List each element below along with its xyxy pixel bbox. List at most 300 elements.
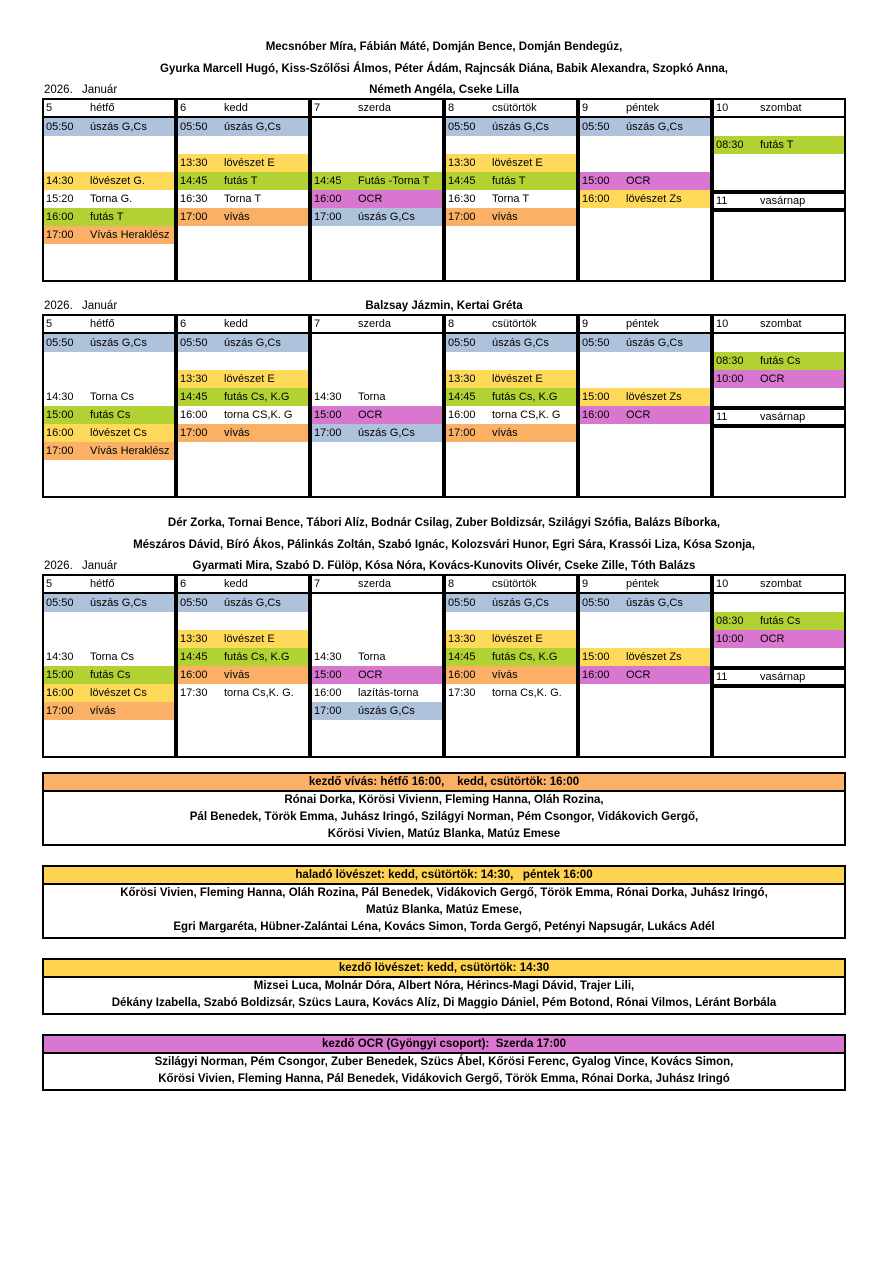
schedule-cell bbox=[178, 442, 308, 460]
schedule-cell bbox=[580, 478, 710, 496]
day-column bbox=[444, 574, 578, 758]
cell-time: 15:00 bbox=[582, 391, 610, 403]
group-title: Mecsnóber Míra, Fábián Máté, Domján Bence, Domján Bendegúz, bbox=[265, 41, 623, 53]
day-header bbox=[714, 100, 844, 118]
group-names-line: Gyarmati Mira, Szabó D. Fülöp, Kósa Nóra, Kovács-Kunovits Olivér, Cseke Zille, Tóth Balázs bbox=[192, 560, 696, 572]
cell-activity: OCR bbox=[760, 373, 785, 385]
schedule-cell bbox=[44, 594, 174, 612]
day-header bbox=[312, 576, 442, 594]
schedule-cell bbox=[446, 118, 576, 136]
notice-header: kezdő vívás: hétfő 16:00, kedd, csütörtök: 16:00 bbox=[44, 774, 844, 792]
schedule-cell bbox=[580, 370, 710, 388]
cell-time: 14:45 bbox=[180, 651, 208, 663]
day-number: 8 bbox=[448, 102, 455, 114]
schedule-cell bbox=[44, 370, 174, 388]
month-row bbox=[42, 558, 846, 574]
schedule-cell bbox=[44, 630, 174, 648]
schedule-cell bbox=[312, 684, 442, 702]
cell-time: 16:00 bbox=[46, 687, 74, 699]
cell-time: 16:00 bbox=[582, 193, 610, 205]
day-header bbox=[446, 100, 576, 118]
day-column bbox=[310, 314, 444, 498]
cell-activity: vívás bbox=[492, 427, 518, 439]
cell-activity: Torna G. bbox=[90, 193, 133, 205]
schedule-cell bbox=[446, 352, 576, 370]
schedule-cell bbox=[580, 630, 710, 648]
cell-time: 05:50 bbox=[180, 597, 208, 609]
schedule-cell bbox=[580, 244, 710, 262]
day-name: vasárnap bbox=[760, 671, 806, 683]
cell-activity: OCR bbox=[626, 175, 651, 187]
schedule-cell bbox=[44, 262, 174, 280]
schedule-cell bbox=[312, 262, 442, 280]
schedule-cell bbox=[446, 370, 576, 388]
schedule-cell bbox=[312, 612, 442, 630]
cell-activity: úszás G,Cs bbox=[90, 337, 147, 349]
cell-activity: OCR bbox=[626, 409, 651, 421]
schedule-cell bbox=[178, 208, 308, 226]
day-name: péntek bbox=[626, 578, 660, 590]
schedule-cell bbox=[44, 244, 174, 262]
cell-activity: futás Cs bbox=[760, 355, 801, 367]
cell-time: 10:00 bbox=[716, 373, 744, 385]
cell-activity: OCR bbox=[760, 633, 785, 645]
day-number: 11 bbox=[716, 671, 728, 683]
schedule-cell bbox=[714, 154, 844, 172]
notice-header: kezdő lövészet: kedd, csütörtök: 14:30 bbox=[44, 960, 844, 978]
schedule-cell bbox=[178, 738, 308, 756]
cell-activity: vívás bbox=[492, 211, 518, 223]
cell-activity: úszás G,Cs bbox=[358, 427, 415, 439]
cell-activity: lövészet G. bbox=[90, 175, 146, 187]
cell-activity: torna Cs,K. G. bbox=[492, 687, 562, 699]
cell-activity: Vívás Heraklész bbox=[90, 445, 170, 457]
cell-time: 15:00 bbox=[582, 651, 610, 663]
schedule-cell bbox=[178, 720, 308, 738]
cell-activity: futás T bbox=[492, 175, 526, 187]
day-number: 9 bbox=[582, 578, 589, 590]
schedule-cell bbox=[178, 352, 308, 370]
cell-time: 05:50 bbox=[46, 597, 74, 609]
schedule-cell bbox=[714, 352, 844, 370]
notice-line: Kőrösi Vivien, Fleming Hanna, Oláh Rozina, Pál Benedek, Vidákovich Gergő, Török Emma, Rónai Dorka, Juhász Iringó, bbox=[120, 887, 768, 899]
cell-time: 13:30 bbox=[448, 373, 476, 385]
day-name: szerda bbox=[358, 578, 392, 590]
day-name: csütörtök bbox=[492, 578, 537, 590]
saturday-box bbox=[712, 574, 846, 668]
cell-time: 15:00 bbox=[314, 669, 342, 681]
cell-activity: lövészet Zs bbox=[626, 391, 682, 403]
cell-time: 08:30 bbox=[716, 615, 744, 627]
notice-line: Pál Benedek, Török Emma, Juhász Iringó, Szilágyi Norman, Pém Csongor, Vidákovich Gergő, bbox=[189, 811, 699, 823]
schedule-cell bbox=[44, 738, 174, 756]
group-names-line: Németh Angéla, Cseke Lilla bbox=[369, 84, 519, 96]
cell-time: 17:00 bbox=[314, 427, 342, 439]
schedule-cell bbox=[580, 612, 710, 630]
cell-activity: Futás -Torna T bbox=[358, 175, 430, 187]
day-name: hétfő bbox=[90, 578, 115, 590]
sunday-box bbox=[712, 426, 846, 498]
schedule-cell bbox=[178, 370, 308, 388]
week-table bbox=[42, 574, 846, 758]
schedule-cell bbox=[580, 154, 710, 172]
day-column bbox=[176, 574, 310, 758]
day-header bbox=[44, 316, 174, 334]
cell-time: 17:00 bbox=[46, 229, 74, 241]
cell-activity: Torna Cs bbox=[90, 391, 135, 403]
cell-time: 15:00 bbox=[314, 409, 342, 421]
notice-line: Kőrösi Vivien, Matúz Blanka, Matúz Emese bbox=[327, 828, 561, 840]
cell-activity: torna CS,K. G bbox=[224, 409, 293, 421]
day-column bbox=[578, 98, 712, 282]
cell-time: 16:00 bbox=[180, 669, 208, 681]
cell-activity: vívás bbox=[224, 427, 250, 439]
cell-time: 15:20 bbox=[46, 193, 74, 205]
day-header bbox=[312, 100, 442, 118]
schedule-cell bbox=[178, 648, 308, 666]
day-column bbox=[444, 314, 578, 498]
day-header bbox=[44, 576, 174, 594]
schedule-cell bbox=[714, 172, 844, 190]
notice-line: Rónai Dorka, Körösi Vivienn, Fleming Hanna, Oláh Rozina, bbox=[284, 794, 604, 806]
notice-body bbox=[44, 885, 844, 937]
cell-time: 05:50 bbox=[582, 337, 610, 349]
day-header bbox=[714, 316, 844, 334]
schedule-cell bbox=[446, 648, 576, 666]
cell-activity: úszás G,Cs bbox=[224, 121, 281, 133]
schedule-cell bbox=[312, 460, 442, 478]
day-header bbox=[580, 316, 710, 334]
group-title: Gyurka Marcell Hugó, Kiss-Szőlősi Álmos, Péter Ádám, Rajncsák Diána, Babik Alexandra, Szopkó Anna, bbox=[160, 63, 728, 75]
schedule-cell bbox=[178, 136, 308, 154]
day-header bbox=[44, 100, 174, 118]
cell-time: 13:30 bbox=[180, 373, 208, 385]
cell-time: 14:45 bbox=[314, 175, 342, 187]
cell-activity: torna CS,K. G bbox=[492, 409, 561, 421]
notice-header: kezdő OCR (Gyöngyi csoport): Szerda 17:00 bbox=[44, 1036, 844, 1054]
day-header bbox=[446, 316, 576, 334]
schedule-cell bbox=[714, 136, 844, 154]
notice-line: Szilágyi Norman, Pém Csongor, Zuber Benedek, Szücs Ábel, Kőrösi Ferenc, Gyalog Vince, Kovács Simon, bbox=[154, 1056, 734, 1068]
schedule-cell bbox=[44, 208, 174, 226]
cell-time: 16:00 bbox=[448, 409, 476, 421]
notice-line: Matúz Blanka, Matúz Emese, bbox=[366, 904, 522, 916]
cell-time: 14:45 bbox=[448, 391, 476, 403]
day-name: péntek bbox=[626, 102, 660, 114]
cell-activity: úszás G,Cs bbox=[224, 597, 281, 609]
cell-time: 16:00 bbox=[180, 409, 208, 421]
schedule-cell bbox=[714, 612, 844, 630]
schedule-cell bbox=[580, 460, 710, 478]
group-title: Dér Zorka, Tornai Bence, Tábori Alíz, Bodnár Csilag, Zuber Boldizsár, Szilágyi Szófia, Balázs Bíborka, bbox=[167, 517, 721, 529]
day-name: hétfő bbox=[90, 318, 115, 330]
cell-activity: OCR bbox=[358, 669, 383, 681]
schedule-cell bbox=[446, 738, 576, 756]
month-row bbox=[42, 298, 846, 314]
cell-time: 14:30 bbox=[46, 391, 74, 403]
cell-time: 15:00 bbox=[582, 175, 610, 187]
sunday-header-box bbox=[712, 192, 846, 210]
cell-activity: futás Cs bbox=[90, 409, 131, 421]
cell-time: 14:45 bbox=[448, 175, 476, 187]
cell-activity: úszás G,Cs bbox=[626, 121, 683, 133]
cell-time: 17:00 bbox=[46, 445, 74, 457]
schedule-cell bbox=[44, 136, 174, 154]
schedule-cell bbox=[446, 190, 576, 208]
cell-activity: vívás bbox=[224, 669, 250, 681]
schedule-cell bbox=[580, 262, 710, 280]
schedule-cell bbox=[44, 612, 174, 630]
schedule-cell bbox=[312, 172, 442, 190]
saturday-sunday-column bbox=[712, 98, 846, 282]
day-column bbox=[42, 98, 176, 282]
cell-activity: OCR bbox=[358, 193, 383, 205]
schedule-cell bbox=[312, 442, 442, 460]
day-header bbox=[714, 576, 844, 594]
schedule-cell bbox=[446, 684, 576, 702]
schedule-cell bbox=[178, 630, 308, 648]
schedule-cell bbox=[312, 630, 442, 648]
day-number: 9 bbox=[582, 318, 589, 330]
day-column bbox=[176, 314, 310, 498]
cell-activity: lövészet Zs bbox=[626, 193, 682, 205]
cell-time: 05:50 bbox=[448, 597, 476, 609]
saturday-box bbox=[712, 98, 846, 192]
schedule-cell bbox=[312, 406, 442, 424]
notice-line: Dékány Izabella, Szabó Boldizsár, Szücs Laura, Kovács Alíz, Di Maggio Dániel, Pém Botond, Rónai Vilmos, Léránt Borbála bbox=[111, 997, 777, 1009]
cell-time: 17:30 bbox=[180, 687, 208, 699]
schedule-cell bbox=[312, 388, 442, 406]
day-name: hétfő bbox=[90, 102, 115, 114]
cell-time: 05:50 bbox=[448, 121, 476, 133]
schedule-cell bbox=[312, 136, 442, 154]
schedule-cell bbox=[446, 702, 576, 720]
schedule-cell bbox=[178, 118, 308, 136]
year-label: 2026. bbox=[44, 560, 73, 572]
cell-time: 05:50 bbox=[180, 121, 208, 133]
cell-time: 16:00 bbox=[582, 669, 610, 681]
day-number: 8 bbox=[448, 578, 455, 590]
cell-activity: úszás G,Cs bbox=[492, 337, 549, 349]
schedule-cell bbox=[580, 334, 710, 352]
schedule-cell bbox=[44, 684, 174, 702]
cell-time: 10:00 bbox=[716, 633, 744, 645]
schedule-cell bbox=[446, 720, 576, 738]
saturday-sunday-column bbox=[712, 574, 846, 758]
schedule-cell bbox=[312, 226, 442, 244]
day-header bbox=[714, 410, 844, 424]
schedule-cell bbox=[312, 720, 442, 738]
notice-header: haladó lövészet: kedd, csütörtök: 14:30, péntek 16:00 bbox=[44, 867, 844, 885]
cell-time: 17:30 bbox=[448, 687, 476, 699]
cell-time: 16:30 bbox=[448, 193, 476, 205]
schedule-cell bbox=[580, 118, 710, 136]
cell-time: 08:30 bbox=[716, 355, 744, 367]
schedule-cell bbox=[312, 208, 442, 226]
day-header bbox=[178, 316, 308, 334]
day-column bbox=[176, 98, 310, 282]
cell-activity: Torna bbox=[358, 651, 386, 663]
day-name: szombat bbox=[760, 578, 802, 590]
schedule-cell bbox=[178, 684, 308, 702]
cell-activity: Torna bbox=[358, 391, 386, 403]
schedule-cell bbox=[446, 442, 576, 460]
schedule-cell bbox=[178, 154, 308, 172]
schedule-cell bbox=[446, 630, 576, 648]
sunday-box bbox=[712, 686, 846, 758]
month-row bbox=[42, 82, 846, 98]
day-name: csütörtök bbox=[492, 102, 537, 114]
schedule-cell bbox=[446, 666, 576, 684]
schedule-cell bbox=[714, 648, 844, 666]
day-header bbox=[580, 576, 710, 594]
cell-activity: úszás G,Cs bbox=[358, 705, 415, 717]
schedule-cell bbox=[580, 190, 710, 208]
spacer bbox=[42, 498, 846, 512]
schedule-cell bbox=[312, 594, 442, 612]
cell-activity: futás T bbox=[224, 175, 258, 187]
day-number: 7 bbox=[314, 102, 321, 114]
cell-activity: lövészet Cs bbox=[90, 427, 147, 439]
cell-time: 17:00 bbox=[180, 427, 208, 439]
schedule-cell bbox=[446, 612, 576, 630]
week-table bbox=[42, 98, 846, 282]
sunday-box bbox=[712, 210, 846, 282]
cell-time: 16:00 bbox=[314, 687, 342, 699]
cell-time: 17:00 bbox=[46, 705, 74, 717]
schedule-cell bbox=[580, 648, 710, 666]
schedule-cell bbox=[714, 370, 844, 388]
schedule-cell bbox=[44, 478, 174, 496]
cell-time: 14:45 bbox=[448, 651, 476, 663]
year-label: 2026. bbox=[44, 300, 73, 312]
saturday-box bbox=[712, 314, 846, 408]
cell-activity: OCR bbox=[626, 669, 651, 681]
notice-body bbox=[44, 1054, 844, 1089]
schedule-cell bbox=[446, 226, 576, 244]
cell-activity: úszás G,Cs bbox=[492, 121, 549, 133]
schedule-cell bbox=[312, 244, 442, 262]
schedule-cell bbox=[446, 136, 576, 154]
day-number: 6 bbox=[180, 578, 187, 590]
schedule-cell bbox=[446, 172, 576, 190]
day-name: kedd bbox=[224, 578, 248, 590]
schedule-cell bbox=[714, 118, 844, 136]
cell-activity: lövészet E bbox=[224, 373, 275, 385]
cell-activity: úszás G,Cs bbox=[90, 597, 147, 609]
schedule-cell bbox=[714, 594, 844, 612]
notice-block bbox=[42, 958, 846, 1015]
schedule-cell bbox=[580, 226, 710, 244]
schedule-cell bbox=[44, 406, 174, 424]
day-name: vasárnap bbox=[760, 195, 806, 207]
schedule-cell bbox=[446, 478, 576, 496]
day-number: 9 bbox=[582, 102, 589, 114]
day-header bbox=[178, 576, 308, 594]
day-header bbox=[312, 316, 442, 334]
month-label: Január bbox=[82, 560, 118, 572]
notice-block bbox=[42, 772, 846, 846]
cell-time: 17:00 bbox=[448, 211, 476, 223]
cell-time: 17:00 bbox=[314, 705, 342, 717]
schedule-cell bbox=[446, 244, 576, 262]
cell-time: 05:50 bbox=[448, 337, 476, 349]
schedule-cell bbox=[446, 262, 576, 280]
schedule-cell bbox=[44, 118, 174, 136]
notice-block bbox=[42, 865, 846, 939]
cell-activity: torna Cs,K. G. bbox=[224, 687, 294, 699]
cell-activity: úszás G,Cs bbox=[626, 597, 683, 609]
notice-line: Kőrösi Vivien, Fleming Hanna, Pál Benedek, Vidákovich Gergő, Török Emma, Rónai Dorka, Juhász Iringó bbox=[158, 1073, 730, 1085]
schedule-cell bbox=[446, 406, 576, 424]
schedule-cell bbox=[446, 460, 576, 478]
schedule-cell bbox=[312, 424, 442, 442]
schedule-cell bbox=[580, 208, 710, 226]
cell-time: 17:00 bbox=[180, 211, 208, 223]
schedule-cell bbox=[446, 388, 576, 406]
schedule-cell bbox=[714, 630, 844, 648]
cell-time: 13:30 bbox=[180, 633, 208, 645]
cell-activity: lövészet Cs bbox=[90, 687, 147, 699]
schedule-cell bbox=[178, 424, 308, 442]
cell-activity: úszás G,Cs bbox=[626, 337, 683, 349]
day-name: csütörtök bbox=[492, 318, 537, 330]
schedule-cell bbox=[312, 352, 442, 370]
day-column bbox=[578, 314, 712, 498]
day-column bbox=[42, 314, 176, 498]
notice-line: Egri Margaréta, Hübner-Zalántai Léna, Kovács Simon, Torda Gergő, Petényi Napsugár, Lukács Adél bbox=[173, 921, 715, 933]
schedule-cell bbox=[580, 594, 710, 612]
schedule-cell bbox=[580, 352, 710, 370]
schedule-cell bbox=[312, 370, 442, 388]
schedule-cell bbox=[446, 154, 576, 172]
cell-activity: lövészet E bbox=[224, 157, 275, 169]
notice-body bbox=[44, 978, 844, 1013]
cell-time: 14:45 bbox=[180, 391, 208, 403]
notice-line: Mizsei Luca, Molnár Dóra, Albert Nóra, Hérincs-Magi Dávid, Trajer Lili, bbox=[253, 980, 635, 992]
day-name: szombat bbox=[760, 318, 802, 330]
cell-activity: futás Cs, K.G bbox=[224, 391, 290, 403]
notice-body bbox=[44, 792, 844, 844]
cell-activity: futás T bbox=[90, 211, 124, 223]
cell-time: 15:00 bbox=[46, 409, 74, 421]
schedule-cell bbox=[178, 460, 308, 478]
day-name: vasárnap bbox=[760, 411, 806, 423]
day-number: 7 bbox=[314, 318, 321, 330]
cell-time: 13:30 bbox=[448, 157, 476, 169]
cell-time: 14:30 bbox=[314, 391, 342, 403]
schedule-cell bbox=[178, 666, 308, 684]
cell-time: 05:50 bbox=[46, 121, 74, 133]
schedule-cell bbox=[580, 136, 710, 154]
cell-activity: vívás bbox=[224, 211, 250, 223]
schedule-cell bbox=[580, 442, 710, 460]
cell-time: 15:00 bbox=[46, 669, 74, 681]
schedule-cell bbox=[580, 702, 710, 720]
schedule-cell bbox=[580, 424, 710, 442]
day-name: szombat bbox=[760, 102, 802, 114]
sunday-header-box bbox=[712, 408, 846, 426]
schedule-cell bbox=[580, 172, 710, 190]
day-column bbox=[42, 574, 176, 758]
schedule-cell bbox=[44, 460, 174, 478]
day-number: 7 bbox=[314, 578, 321, 590]
schedule-cell bbox=[580, 388, 710, 406]
day-name: szerda bbox=[358, 318, 392, 330]
cell-activity: futás T bbox=[760, 139, 794, 151]
day-name: kedd bbox=[224, 102, 248, 114]
schedule-cell bbox=[44, 226, 174, 244]
